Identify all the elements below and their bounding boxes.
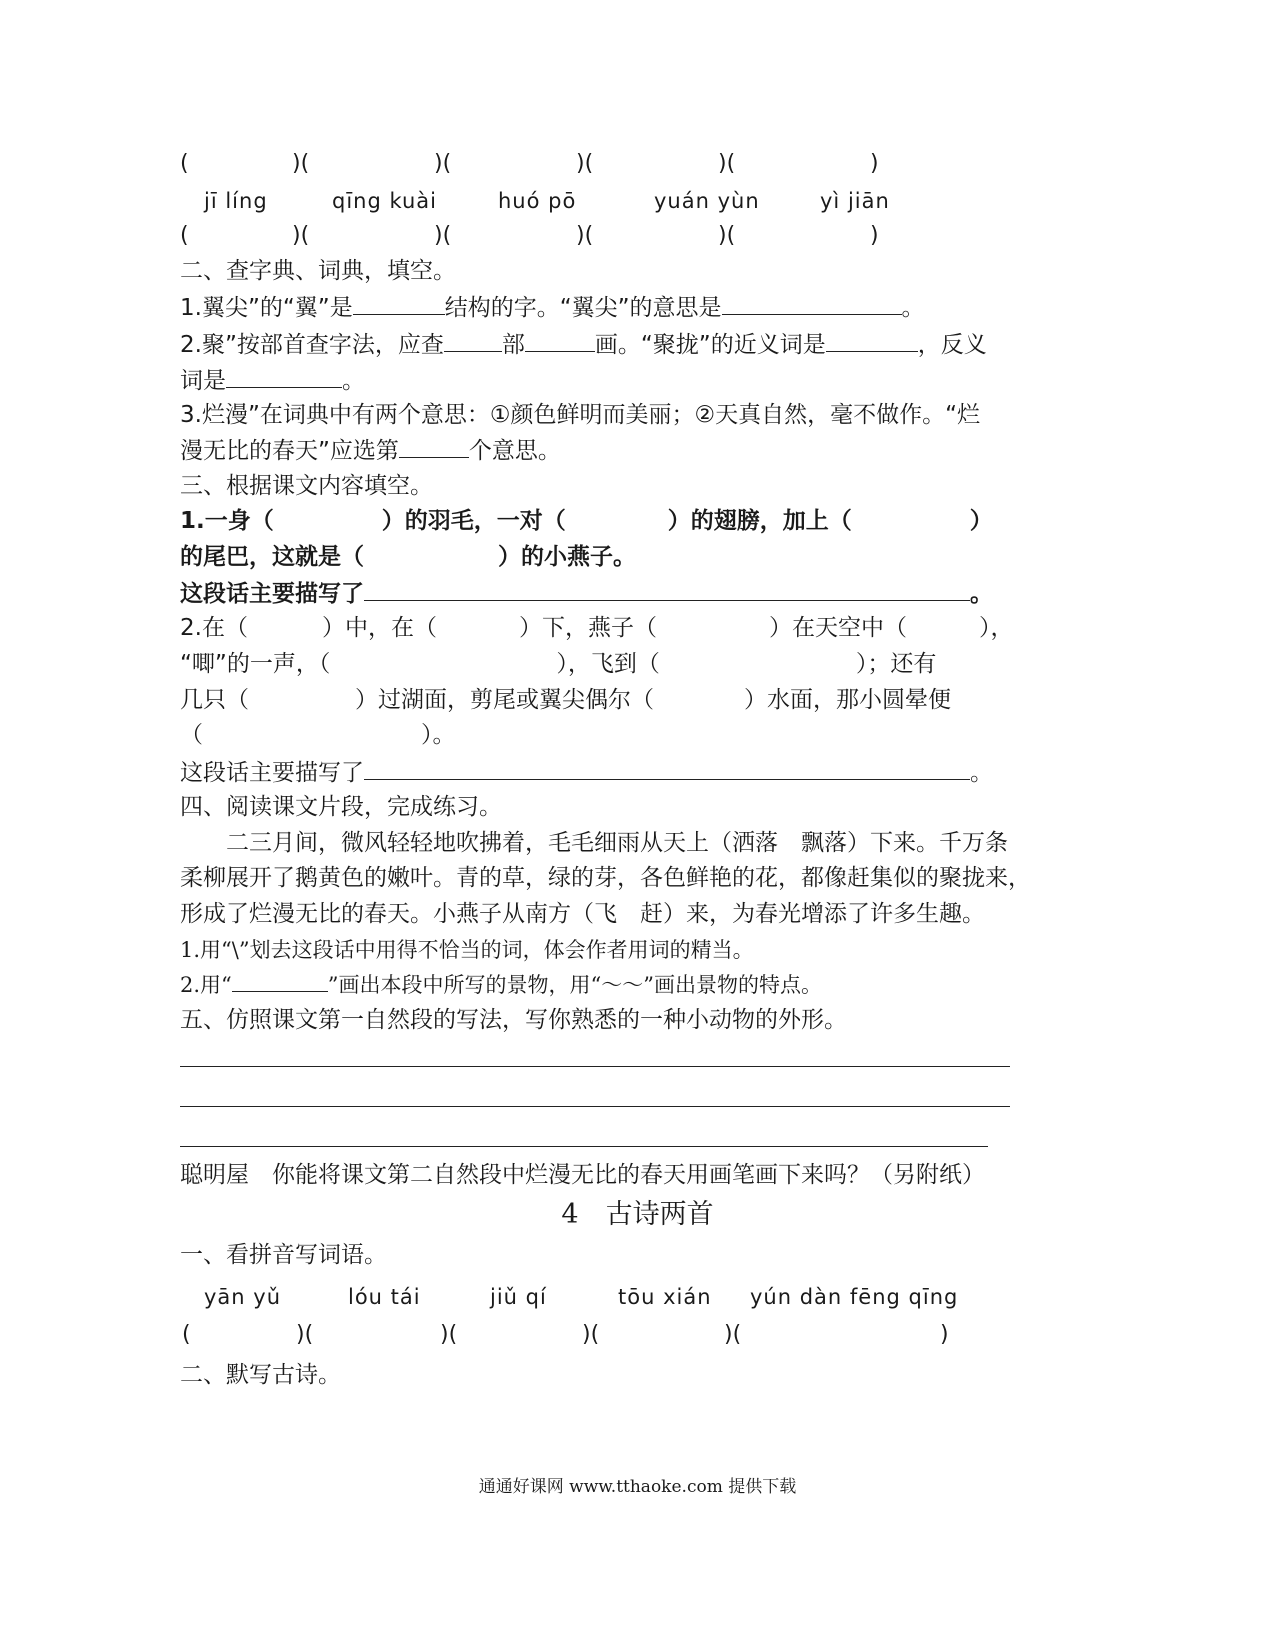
paren: )( [718,151,736,176]
section-5-heading: 五、仿照课文第一自然段的写法，写你熟悉的一种小动物的外形。 [180,1007,847,1033]
section-4-heading: 四、阅读课文片段，完成练习。 [180,794,502,820]
writing-line[interactable] [180,1146,988,1147]
section-2-q3: 3.烂漫”在词典中有两个意思：①颜色鲜明而美丽；②天真自然，毫不做作。“烂 [180,402,981,428]
fill-blank[interactable] [444,329,502,352]
lesson-section-2-heading: 二、默写古诗。 [180,1362,341,1388]
section-3-p1: 1.一身（ ）的羽毛，一对（ ）的翅膀，加上（ ） [180,508,993,534]
paren: ( [182,1322,191,1347]
fill-blank[interactable] [226,365,342,388]
lesson-title: 4 古诗两首 [561,1199,714,1230]
paren: )( [292,151,310,176]
answer-parens-row-2 [180,222,940,250]
fill-blank[interactable] [399,435,469,458]
lesson-section-1-heading: 一、看拼音写词语。 [180,1242,387,1268]
footer-credit: 通通好课网 www.tthaoke.com 提供下载 [478,1477,797,1497]
section-2-q1: 1.翼尖”的“翼”是 结构的字。“翼尖”的意思是 。 [180,292,925,323]
paren: ( [180,223,189,248]
fill-blank[interactable] [826,329,918,352]
paren: )( [582,1322,600,1347]
reading-paragraph-line-2: 柔柳展开了鹅黄色的嫩叶。青的草，绿的芽，各色鲜艳的花，都像赶集似的聚拢来， [180,865,1031,891]
paren: ( [180,151,189,176]
writing-line[interactable] [180,1106,1010,1107]
fill-blank[interactable] [722,292,902,315]
section-2-q2-cont: 词是 。 [180,365,365,396]
paren: ) [870,223,879,248]
paren: ) [940,1322,949,1347]
reading-paragraph-line-1: 二三月间，微风轻轻地吹拂着，毛毛细雨从天上（洒落 飘落）下来。千万条 [226,830,1008,856]
section-3-p2-line3: 几只（ ）过湖面，剪尾或翼尖偶尔（ ）水面，那小圆晕便 [180,687,951,713]
section-3-heading: 三、根据课文内容填空。 [180,473,433,499]
writing-line[interactable] [180,1066,1010,1067]
pinyin-word: jī líng [204,189,268,213]
pinyin-row-1 [180,187,1000,215]
section-2-heading: 二、查字典、词典，填空。 [180,258,456,284]
section-2-q3-cont: 漫无比的春天”应选第 个意思。 [180,435,561,466]
paren: )( [440,1322,458,1347]
pinyin-word: yún dàn fēng qīng [750,1285,959,1309]
fill-blank[interactable] [364,757,970,780]
paren: )( [434,151,452,176]
fill-blank[interactable] [364,578,970,601]
pinyin-row-2 [180,1283,1000,1311]
paren: )( [576,151,594,176]
paren: )( [724,1322,742,1347]
fill-blank[interactable] [353,292,445,315]
reading-paragraph-line-3: 形成了烂漫无比的春天。小燕子从南方（飞 赶）来，为春光增添了许多生趣。 [180,901,985,927]
paren: )( [576,223,594,248]
smart-room-prompt: 聪明屋 你能将课文第二自然段中烂漫无比的春天用画笔画下来吗？（另附纸） [180,1162,985,1188]
paren: ) [870,151,879,176]
section-2-q2: 2.聚”按部首查字法，应查 部 画。“聚拢”的近义词是 ，反义 [180,329,987,360]
pinyin-word: yān yǔ [204,1285,282,1309]
section-4-exercise-2: 2.用“ ”画出本段中所写的景物，用“～～”画出景物的特点。 [180,973,822,997]
fill-blank[interactable] [525,329,595,352]
pinyin-word: tōu xián [618,1285,712,1309]
paren: )( [718,223,736,248]
section-4-exercise-1: 1.用“\”划去这段话中用得不恰当的词，体会作者用词的精当。 [180,938,754,962]
section-3-p2-line2: “唧”的一声，（ ），飞到（ ）；还有 [180,651,937,677]
paren: )( [296,1322,314,1347]
pinyin-word: yuán yùn [654,189,760,213]
paren: )( [434,223,452,248]
pinyin-word: yì jiān [820,189,890,213]
paren: )( [292,223,310,248]
pinyin-word: lóu tái [348,1285,421,1309]
section-3-p1-cont: 的尾巴，这就是（ ）的小燕子。 [180,544,636,570]
section-3-p2: 2.在（ ）中，在（ ）下，燕子（ ）在天空中（ ）， [180,615,1014,641]
answer-parens-row-3 [180,1321,960,1349]
section-3-summary-1: 这段话主要描写了 。 [180,578,993,609]
section-3-p2-line4: （ ）。 [180,722,456,748]
answer-parens-row-1 [180,150,940,178]
section-3-summary-2: 这段话主要描写了 。 [180,757,993,788]
underline-sample [232,973,328,992]
pinyin-word: qīng kuài [332,189,438,213]
pinyin-word: huó pō [498,189,577,213]
pinyin-word: jiǔ qí [490,1285,547,1309]
